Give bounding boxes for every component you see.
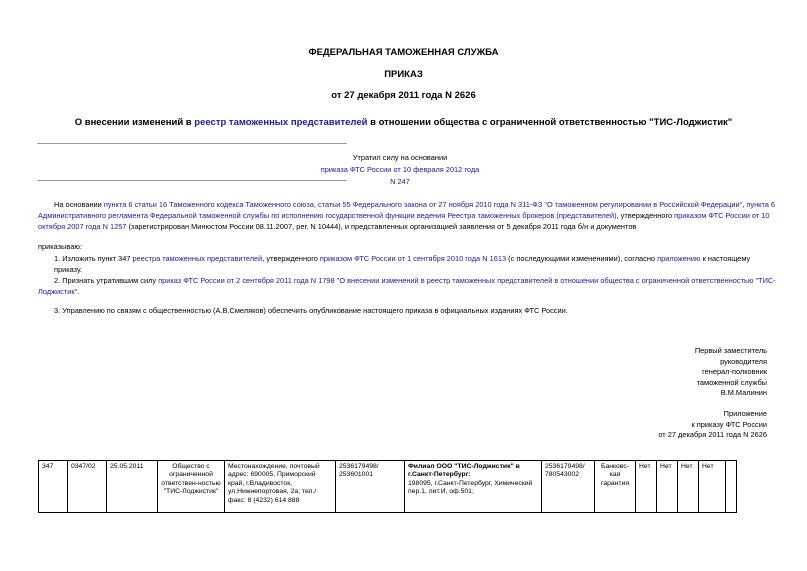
signature-line: руководителя (720, 356, 767, 366)
order-1257-link[interactable]: приказом ФТС России от 10 октября 2007 года N 1257 (38, 211, 770, 231)
item-text: (с последующими изменениями), согласно (506, 254, 658, 263)
divider-bottom (37, 180, 347, 181)
agency-name: ФЕДЕРАЛЬНАЯ ТАМОЖЕННАЯ СЛУЖБА (308, 47, 499, 58)
preamble-text: , (742, 200, 747, 209)
cell-branch-inn-kpp: 2536179498/ 780543002 (542, 461, 595, 513)
item-text: 2. Признать утратившим силу (54, 276, 159, 285)
order-1613-link[interactable]: приказом ФТС России от 1 сентября 2010 года N 1613 (319, 254, 507, 263)
preamble-text: , (313, 200, 318, 209)
cell-empty (726, 461, 737, 513)
title-suffix: в отношении общества с ограниченной ответственностью "ТИС-Лоджистик" (367, 117, 733, 128)
preamble-text: , утвержденного (616, 211, 675, 220)
cell-guarantee: Банковс-кая гарантия (595, 461, 636, 513)
order-item-1 (54, 253, 778, 275)
preamble-text: (зарегистрирован Минюстом России 08.11.2007, рег. N 10444), и представленных организацией заявления от 5 декабря 2011 года б/н и документов (126, 222, 637, 231)
title-prefix: О внесении изменений в (74, 117, 195, 128)
divider-top (37, 143, 347, 144)
repeal-order-link[interactable]: приказа ФТС России от 10 февраля 2012 года N 247 (320, 165, 480, 186)
appendix-line: от 27 декабря 2011 года N 2626 (658, 430, 767, 439)
cell-reg-number: 0347/02 (68, 461, 107, 513)
preamble-paragraph (38, 199, 778, 232)
federal-law-link[interactable]: статьи 55 Федерального закона от 27 ноября 2010 года N 311-ФЗ "О таможенном регулировании в Российской Федерации" (317, 200, 743, 209)
item-text: , утвержденного (262, 254, 320, 263)
regulation-link[interactable]: пункта 6 Административного регламента Федеральной таможенной службы по исполнению государственной функции ведения Реестра таможенных брокеров (представителей) (38, 200, 776, 220)
document-title (0, 117, 807, 128)
status-note (320, 152, 480, 188)
cell-address: Местонахождение, почтовый адрес: 690005, Приморский край, г.Владивосток, ул.Нижнепортовая, 2а; тел./факс: 8 (4232) 614 888 (225, 461, 336, 513)
appendix-line: Приложение (723, 409, 767, 418)
order-item-3: 3. Управлению по связям с общественностью (А.В.Смеляков) обеспечить опубликование настоящего приказа в официальных изданиях ФТС России. (54, 306, 568, 315)
signature-block (695, 346, 767, 399)
order-1798-link[interactable]: приказ ФТС России от 2 сентября 2011 года N 1798 "О внесении изменений в реестр таможенных представителей в отношении общества с ограниченной ответственностью "ТИС-Лоджистик" (38, 276, 776, 296)
table-row (39, 461, 737, 513)
cell-org-form: Общество с ограниченной ответствен-ностью "ТИС-Лоджистик" (158, 461, 225, 513)
cell-number: 347 (39, 461, 68, 513)
document-date: от 27 декабря 2011 года N 2626 (331, 90, 476, 101)
order-word: приказываю: (38, 242, 82, 251)
item-text: 1. Изложить пункт 347 (54, 254, 133, 263)
appendix-link[interactable]: приложению (657, 254, 701, 263)
item-text: к настоящему приказу. (54, 254, 751, 274)
branch-address: 198095, г.Санкт-Петербург, Химический пер.1, лит.И, оф.501; (408, 479, 533, 496)
signature-line: генерал-полковник (702, 367, 767, 376)
cell-inn-kpp: 2536179498/ 253601001 (336, 461, 405, 513)
cell-branch (405, 461, 542, 513)
cell-flag: Нет (657, 461, 678, 513)
cell-flag: Нет (636, 461, 657, 513)
item-text: . (77, 287, 80, 296)
appendix-heading (658, 409, 767, 441)
register-link[interactable]: реестр таможенных представителей (194, 117, 368, 128)
cell-date: 25.05.2011 (107, 461, 158, 513)
branch-title: Филиал ООО "ТИС-Лоджистик" в г.Санкт-Петербург: (408, 463, 520, 479)
preamble-text: На основании (54, 200, 104, 209)
signature-line: таможенной службы (696, 377, 767, 387)
register-link-2[interactable]: реестра таможенных представителей (132, 254, 263, 263)
customs-code-link[interactable]: пункта 6 статьи 16 Таможенного кодекса Таможенного союза (103, 200, 314, 209)
document-type: ПРИКАЗ (384, 69, 423, 80)
cell-flag: Нет (699, 461, 726, 513)
order-item-2 (38, 275, 778, 297)
signer-name: В.М.Малинин (720, 388, 767, 397)
signature-line: Первый заместитель (694, 346, 767, 355)
register-table (38, 460, 737, 513)
cell-flag: Нет (678, 461, 699, 513)
appendix-line: к приказу ФТС России (691, 419, 767, 429)
status-note-text: Утратил силу на основании (352, 153, 448, 162)
